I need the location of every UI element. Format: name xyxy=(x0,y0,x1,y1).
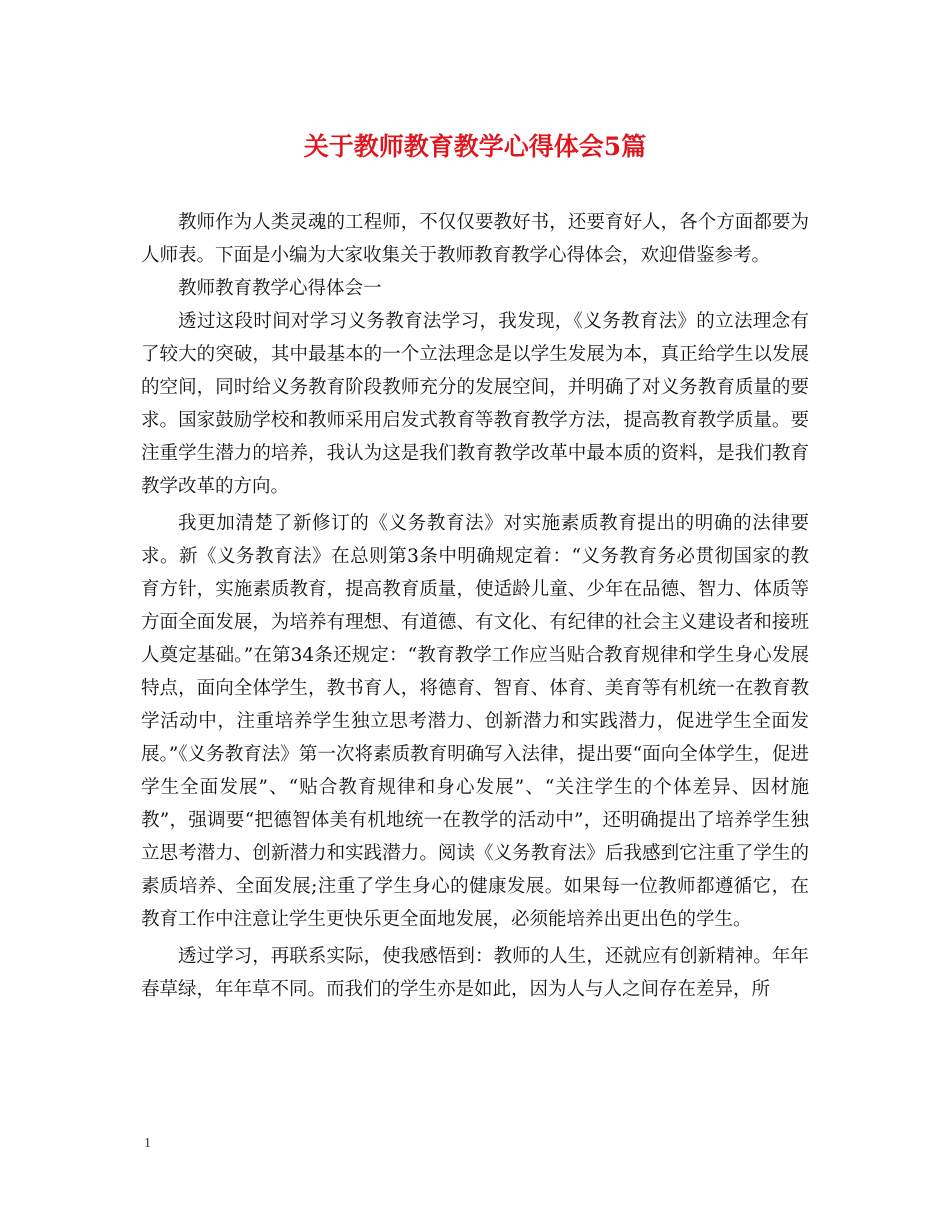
body-paragraph: 透过学习，再联系实际，使我感悟到：教师的人生，还就应有创新精神。年年春草绿，年年草不同。而我们的学生亦是如此，因为人与人之间存在差异，所 xyxy=(141,946,809,1000)
body-paragraph: 我更加清楚了新修订的《义务教育法》对实施素质教育提出的明确的法律要求。新《义务教育法》在总则第3条中明确规定着：“义务教育务必贯彻国家的教育方针，实施素质教育，提高教育质量，使适龄儿童、少年在品德、智力、体质等方面全面发展，为培养有理想、有道德、有文化、有纪律的社会主义建设者和接班人奠定基础。”在第34条还规定：“教育教学工作应当贴合教育规律和学生身心发展特点，面向全体学生，教书育人，将德育、智育、体育、美育等有机统一在教育教学活动中，注重培养学生独立思考潜力、创新潜力和实践潜力，促进学生全面发展。”《义务教育法》第一次将素质教育明确写入法律，提出要“面向全体学生，促进学生全面发展”、“贴合教育规律和身心发展”、“关注学生的个体差异、因材施教”，强调要“把德智体美有机地统一在教学的活动中”，还明确提出了培养学生独立思考潜力、创新潜力和实践潜力。阅读《义务教育法》后我感到它注重了学生的素质培养、全面发展;注重了学生身心的健康发展。如果每一位教师都遵循它，在教育工作中注意让学生更快乐更全面地发展，必须能培养出更出色的学生。 xyxy=(141,513,809,930)
body-paragraph: 透过这段时间对学习义务教育法学习，我发现，《义务教育法》的立法理念有了较大的突破，其中最基本的一个立法理念是以学生发展为本，真正给学生以发展的空间，同时给义务教育阶段教师充分的发展空间，并明确了对义务教育质量的要求。国家鼓励学校和教师采用启发式教育等教育教学方法，提高教育教学质量。要注重学生潜力的培养，我认为这是我们教育教学改革中最本质的资料，是我们教育教学改革的方向。 xyxy=(141,311,809,497)
document-body xyxy=(141,206,809,1010)
document-title: 关于教师教育教学心得体会5篇 xyxy=(303,132,647,161)
intro-paragraph: 教师作为人类灵魂的工程师，不仅仅要教好书，还要育好人，各个方面都要为人师表。下面是小编为大家收集关于教师教育教学心得体会，欢迎借鉴参考。 xyxy=(141,212,809,266)
page-number: 1 xyxy=(144,1136,151,1151)
section-heading: 教师教育教学心得体会一 xyxy=(178,278,382,299)
